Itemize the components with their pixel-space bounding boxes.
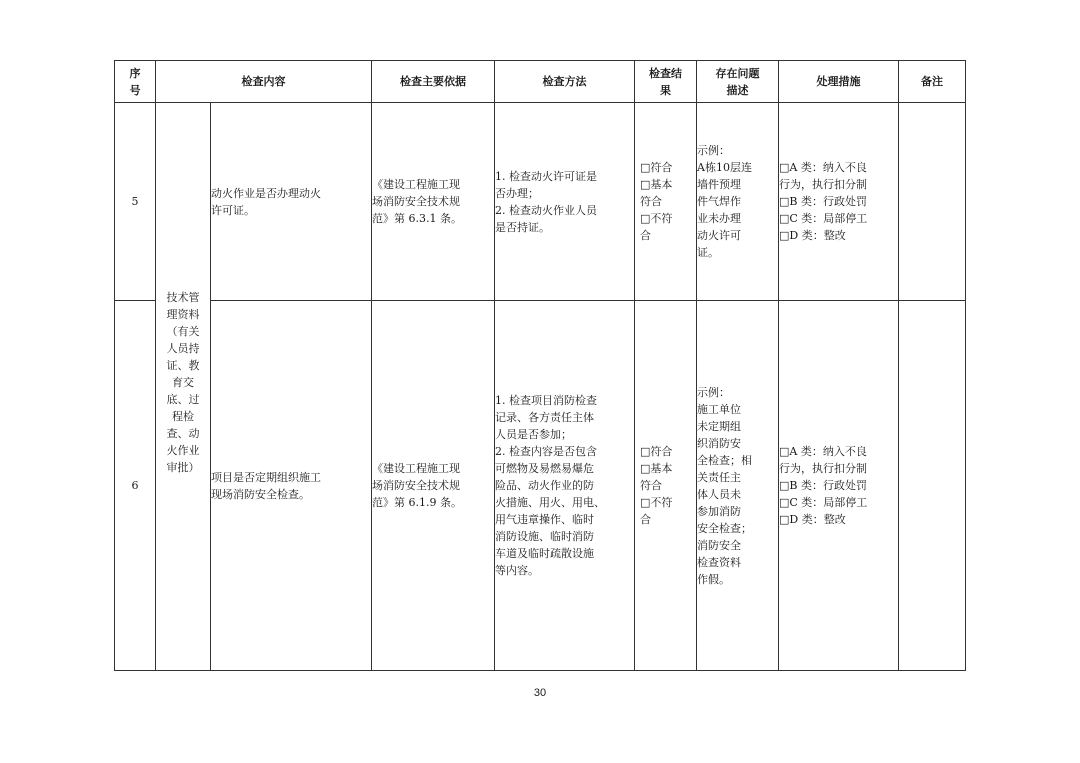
row-content: 项目是否定期组织施工 现场消防安全检查。	[211, 301, 372, 671]
header-method: 检查方法	[495, 61, 635, 103]
header-no: 序 号	[115, 61, 156, 103]
row-method: 1. 检查项目消防检查 记录、各方责任主体 人员是否参加； 2. 检查内容是否包含 可燃物及易燃易爆危 险品、动火作业的防 火措施、用火、用电、 用气违章操作、临时 消防设施、临时消防 车道及临时疏散设施 等内容。	[495, 301, 635, 671]
row-result: □符合 □基本 符合 □不符 合	[635, 103, 697, 301]
header-content: 检查内容	[156, 61, 372, 103]
header-result: 检查结 果	[635, 61, 697, 103]
header-remark: 备注	[899, 61, 966, 103]
row-remark	[899, 103, 966, 301]
row-measure: □A 类：纳入不良 行为，执行扣分制 □B 类：行政处罚 □C 类：局部停工 □D 类：整改	[779, 103, 899, 301]
inspection-table	[114, 60, 966, 671]
row-no: 5	[115, 103, 156, 301]
row-method: 1. 检查动火许可证是 否办理； 2. 检查动火作业人员 是否持证。	[495, 103, 635, 301]
row-measure: □A 类：纳入不良 行为，执行扣分制 □B 类：行政处罚 □C 类：局部停工 □D 类：整改	[779, 301, 899, 671]
table-row	[115, 301, 966, 671]
row-problem: 示例： 施工单位 未定期组 织消防安 全检查；相 关责任主 体人员未 参加消防 安全检查； 消防安全 检查资料 作假。	[697, 301, 779, 671]
page-number: 30	[533, 687, 547, 699]
row-problem: 示例： A栋10层连 墙件预埋 件气焊作 业未办理 动火许可 证。	[697, 103, 779, 301]
header-basis: 检查主要依据	[372, 61, 495, 103]
header-row	[115, 61, 966, 103]
header-measure: 处理措施	[779, 61, 899, 103]
table-row	[115, 103, 966, 301]
row-content: 动火作业是否办理动火 许可证。	[211, 103, 372, 301]
row-result: □符合 □基本 符合 □不符 合	[635, 301, 697, 671]
header-problem: 存在问题 描述	[697, 61, 779, 103]
row-basis: 《建设工程施工现 场消防安全技术规 范》第 6.1.9 条。	[372, 301, 495, 671]
category-cell: 技术管 理资料 （有关 人员持 证、教 育交 底、过 程检 查、动 火作业 审批）	[156, 103, 211, 671]
row-remark	[899, 301, 966, 671]
row-no: 6	[115, 301, 156, 671]
row-basis: 《建设工程施工现 场消防安全技术规 范》第 6.3.1 条。	[372, 103, 495, 301]
